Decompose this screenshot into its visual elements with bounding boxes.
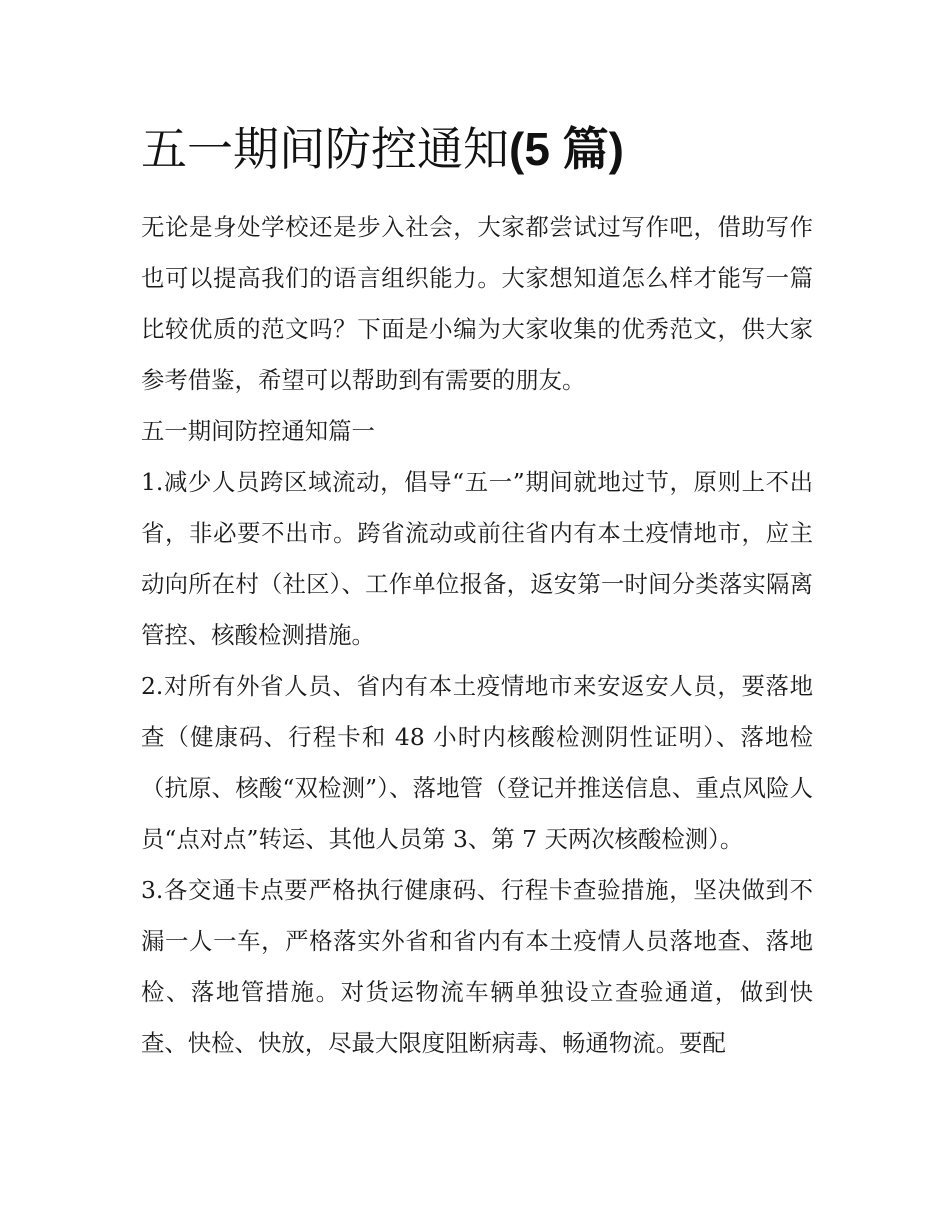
document-title xyxy=(141,118,813,180)
list-item-2: 2.对所有外省人员、省内有本土疫情地市来安返安人员，要落地查（健康码、行程卡和 48 小时内核酸检测阴性证明）、落地检（抗原、核酸“双检测”）、落地管（登记并推送信息、重点风险人员“点对点”转运、其他人员第 3、第 7 天两次核酸检测）。 xyxy=(141,672,813,853)
title-suffix: (5 篇) xyxy=(509,123,624,175)
list-item-3: 3.各交通卡点要严格执行健康码、行程卡查验措施，坚决做到不漏一人一车，严格落实外省和省内有本土疫情人员落地查、落地检、落地管措施。对货运物流车辆单独设立查验通道，做到快查、快检、快放，尽最大限度阻断病毒、畅通物流。要配 xyxy=(141,876,813,1057)
document-page xyxy=(141,118,813,1069)
list-item-1: 1.减少人员跨区域流动，倡导“五一”期间就地过节，原则上不出省，非必要不出市。跨省流动或前往省内有本土疫情地市，应主动向所在村（社区）、工作单位报备，返安第一时间分类落实隔离管控、核酸检测措施。 xyxy=(141,468,813,649)
intro-paragraph: 无论是身处学校还是步入社会，大家都尝试过写作吧，借助写作也可以提高我们的语言组织能力。大家想知道怎么样才能写一篇比较优质的范文吗？下面是小编为大家收集的优秀范文，供大家参考借鉴，希望可以帮助到有需要的朋友。 xyxy=(141,213,813,394)
section-heading: 五一期间防控通知篇一 xyxy=(141,417,375,445)
title-main: 五一期间防控通知 xyxy=(141,122,509,176)
